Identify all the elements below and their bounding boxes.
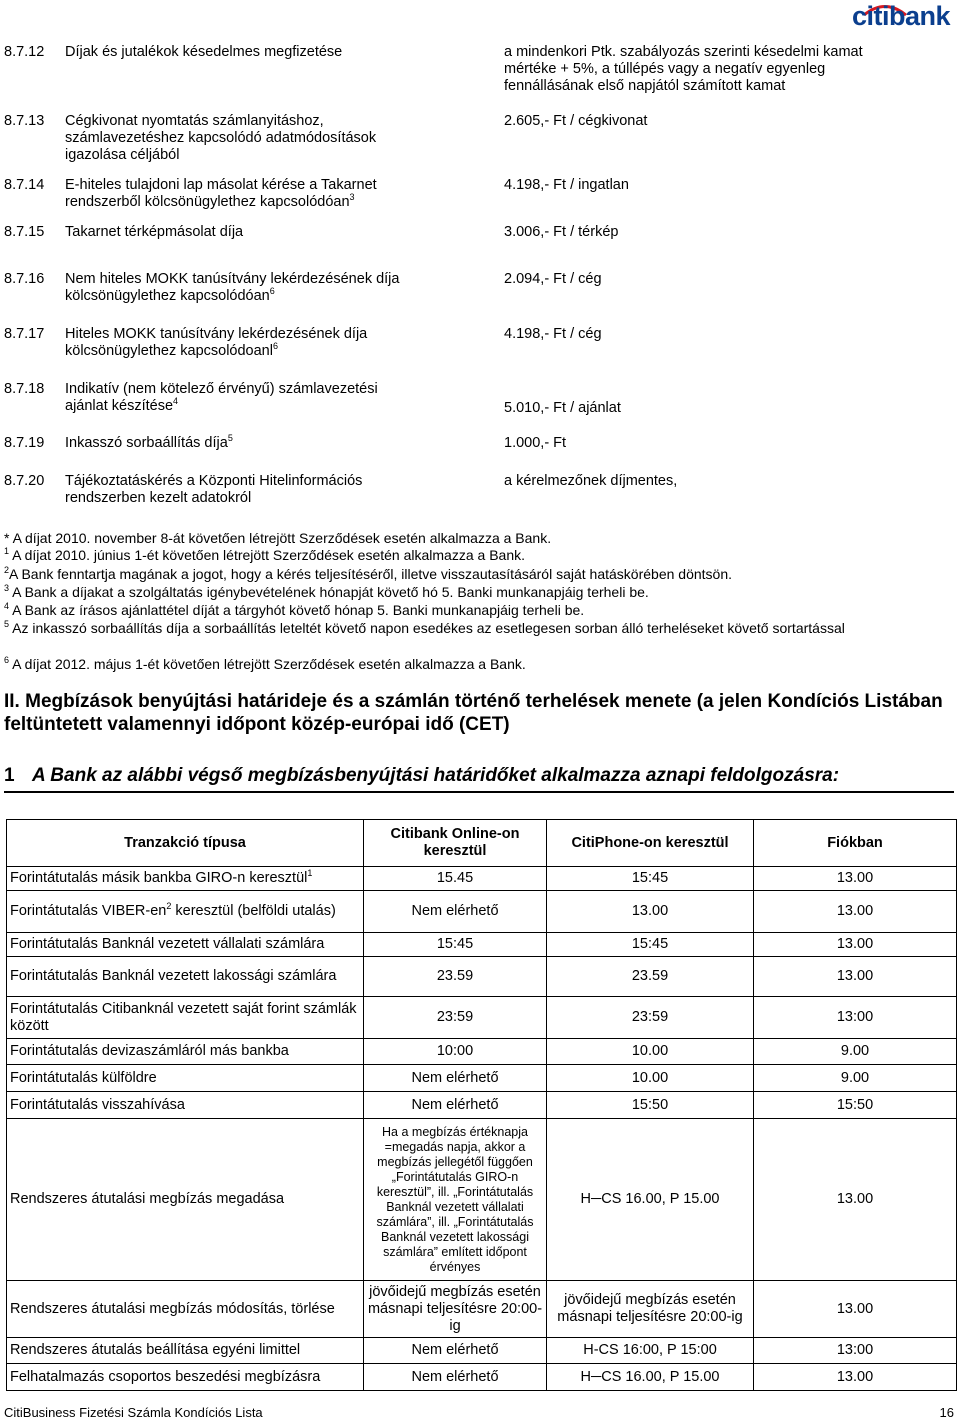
fee-description: Takarnet térképmásolat díja: [65, 224, 244, 240]
cell-phone: H─CS 16.00, P 15.00: [547, 1119, 754, 1281]
fee-value: 4.198,- Ft / ingatlan: [504, 177, 629, 193]
footnote-text: A Bank fenntartja magának a jogot, hogy a kérés teljesítéséről, illetve visszautasításáról saját hatáskörében döntsön.: [9, 566, 732, 582]
fee-number: 8.7.13: [4, 113, 45, 129]
table-row: [7, 1119, 957, 1281]
footnote-mark: 3: [4, 583, 10, 593]
table-row: [7, 867, 957, 891]
footnote-text: A Bank a díjakat a szolgáltatás igénybevételének hónapját követő hó 5. Banki munkanapjáig terheli be.: [9, 584, 649, 600]
table-row: [7, 1065, 957, 1092]
footnote-text: A díjat 2010. november 8-át követően létrejött Szerződések esetén alkalmazza a Bank.: [9, 530, 552, 546]
cell-type-text: Forintátutalás másik bankba GIRO-n keresztül: [10, 870, 308, 886]
cell-online: 15.45: [364, 867, 547, 891]
cell-branch: 13.00: [754, 1281, 957, 1338]
footnote-1: [4, 547, 956, 563]
cell-branch: 13.00: [754, 957, 957, 997]
cell-online: Nem elérhető: [364, 1092, 547, 1119]
cell-online: 23.59: [364, 957, 547, 997]
cell-type-text: Forintátutalás VIBER-en: [10, 903, 167, 919]
footnote-ref: 6: [269, 286, 275, 296]
fee-description-text: Indikatív (nem kötelező érvényű) számlavezetési ajánlat készítése: [65, 381, 378, 414]
footnote-6: [4, 656, 956, 672]
fee-description: Díjak és jutalékok késedelmes megfizetése: [65, 44, 343, 60]
footnote-mark: 1: [4, 546, 10, 556]
subheading: [4, 764, 839, 787]
cell-online: Nem elérhető: [364, 1065, 547, 1092]
cell-phone: 10.00: [547, 1039, 754, 1065]
table-row: [7, 1281, 957, 1338]
fee-number: 8.7.16: [4, 271, 45, 287]
cell-phone: H-CS 16:00, P 15:00: [547, 1338, 754, 1364]
cell-branch: 13.00: [754, 1364, 957, 1391]
cell-online: Nem elérhető: [364, 891, 547, 933]
cell-branch: 13.00: [754, 891, 957, 933]
logo-text: citibank: [852, 1, 951, 31]
fee-description-text: Hiteles MOKK tanúsítvány lekérdezésének díja kölcsönügylethez kapcsolódoanl: [65, 326, 368, 359]
citibank-logo: [850, 2, 954, 38]
cell-type: Rendszeres átutalás beállítása egyéni limittel: [7, 1338, 364, 1364]
cell-online: Ha a megbízás értéknapja =megadás napja, akkor a megbízás jellegétől függően „Forintátutalás GIRO-n keresztül”, ill. „Forintátutalás Banknál vezetett vállalati számlára”, ill. „Forintátutalás Banknál vezetett lakossági számlára” említett időpont érvényes: [364, 1119, 547, 1281]
deadline-table: [6, 819, 957, 1391]
fee-value: 3.006,- Ft / térkép: [504, 224, 619, 240]
cell-phone: 23:59: [547, 997, 754, 1039]
cell-phone: jövőidejű megbízás esetén másnapi teljesítésre 20:00-ig: [547, 1281, 754, 1338]
cell-online: Nem elérhető: [364, 1364, 547, 1391]
footnote-text: A díjat 2010. június 1-ét követően létrejött Szerződések esetén alkalmazza a Bank.: [9, 547, 525, 563]
footnote-mark: *: [4, 530, 10, 546]
fee-value: 4.198,- Ft / cég: [504, 326, 602, 342]
fee-description: [65, 271, 415, 305]
footnote-text: A Bank az írásos ajánlattétel díját a tárgyhót követő hónap 5. Banki munkanapjáig terheli be.: [9, 602, 585, 618]
cell-online: 15:45: [364, 933, 547, 957]
footnote-mark: 6: [4, 655, 10, 665]
table-row: [7, 1092, 957, 1119]
footnote-ref: 5: [227, 433, 233, 443]
cell-branch: 13:00: [754, 997, 957, 1039]
cell-phone: 13.00: [547, 891, 754, 933]
subheading-text: A Bank az alábbi végső megbízásbenyújtási határidőket alkalmazza aznapi feldolgozásra:: [32, 765, 840, 786]
footnote-2: [4, 566, 956, 582]
cell-branch: 9.00: [754, 1065, 957, 1092]
page-number: 16: [939, 1405, 954, 1420]
cell-phone: 23.59: [547, 957, 754, 997]
fee-description-text: E-hiteles tulajdoni lap másolat kérése a Takarnet rendszerből kölcsönügylethez kapcsolódóan: [65, 177, 377, 210]
fee-number: 8.7.12: [4, 44, 45, 60]
cell-type: Rendszeres átutalási megbízás módosítás, törlése: [7, 1281, 364, 1338]
cell-online: Nem elérhető: [364, 1338, 547, 1364]
cell-type: [7, 891, 364, 933]
fee-number: 8.7.14: [4, 177, 45, 193]
subheading-number: 1: [4, 765, 15, 786]
footnote-text: Az inkasszó sorbaállítás díja a sorbaállítás leteltét követő napon esedékes az esetlegesen sorban álló terheléseket követő sortartással: [9, 620, 845, 636]
cell-type: Rendszeres átutalási megbízás megadása: [7, 1119, 364, 1281]
cell-phone: 10.00: [547, 1065, 754, 1092]
footnote-mark: 4: [4, 601, 10, 611]
table-row: [7, 933, 957, 957]
footnote-ref: 1: [307, 868, 313, 878]
fee-description-text: Inkasszó sorbaállítás díja: [65, 435, 228, 451]
cell-branch: 13.00: [754, 1119, 957, 1281]
cell-type: Felhatalmazás csoportos beszedési megbízásra: [7, 1364, 364, 1391]
cell-branch: 15:50: [754, 1092, 957, 1119]
cell-type: Forintátutalás Citibanknál vezetett saját forint számlák között: [7, 997, 364, 1039]
table-row: [7, 997, 957, 1039]
footnote-4: [4, 602, 956, 618]
fee-number: 8.7.19: [4, 435, 45, 451]
footnote-ref: 3: [349, 192, 355, 202]
header-online: Citibank Online-on keresztül: [364, 820, 547, 867]
footnote-5: [4, 620, 956, 636]
table-row: [7, 1039, 957, 1065]
header-phone: CitiPhone-on keresztül: [547, 820, 754, 867]
cell-online: 23:59: [364, 997, 547, 1039]
fee-description: [65, 326, 415, 360]
fee-number: 8.7.17: [4, 326, 45, 342]
section-heading: II. Megbízások benyújtási határideje és a számlán történő terhelések menete (a jelen Kondíciós Listában feltüntetett valamennyi időpont közép-európai idő (CET): [4, 691, 943, 735]
footnote-text: A díjat 2012. május 1-ét követően létrejött Szerződések esetén alkalmazza a Bank.: [9, 656, 526, 672]
fee-value: a kérelmezőnek díjmentes,: [504, 473, 678, 489]
fee-number: 8.7.20: [4, 473, 45, 489]
cell-type: Forintátutalás Banknál vezetett lakossági számlára: [7, 957, 364, 997]
footnote-star: [4, 530, 956, 546]
page-footer: CitiBusiness Fizetési Számla Kondíciós Lista: [4, 1405, 263, 1420]
cell-type: Forintátutalás Banknál vezetett vállalati számlára: [7, 933, 364, 957]
table-row: [7, 891, 957, 933]
fee-description: [65, 435, 495, 452]
table-row: [7, 1338, 957, 1364]
cell-phone: 15:50: [547, 1092, 754, 1119]
cell-branch: 9.00: [754, 1039, 957, 1065]
subheading-underline: [4, 791, 954, 793]
table-row: [7, 957, 957, 997]
header-type: Tranzakció típusa: [7, 820, 364, 867]
header-branch: Fiókban: [754, 820, 957, 867]
cell-phone: H─CS 16.00, P 15.00: [547, 1364, 754, 1391]
fee-number: 8.7.18: [4, 381, 45, 397]
cell-branch: 13.00: [754, 867, 957, 891]
table-row: [7, 1364, 957, 1391]
cell-type-text-rest: keresztül (belföldi utalás): [171, 903, 336, 919]
cell-phone: 15:45: [547, 867, 754, 891]
footnote-ref: 4: [173, 396, 179, 406]
cell-branch: 13.00: [754, 933, 957, 957]
fee-number: 8.7.15: [4, 224, 45, 240]
footnote-mark: 2: [4, 565, 10, 575]
fee-value: 2.605,- Ft / cégkivonat: [504, 113, 648, 129]
footnote-3: [4, 584, 956, 600]
cell-type: Forintátutalás devizaszámláról más bankba: [7, 1039, 364, 1065]
footnote-ref: 6: [272, 341, 278, 351]
fee-description: Cégkivonat nyomtatás számlanyitáshoz, számlavezetéshez kapcsolódó adatmódosítások igazolása céljából: [65, 113, 377, 163]
cell-online: jövőidejű megbízás esetén másnapi teljesítésre 20:00-ig: [364, 1281, 547, 1338]
fee-description: Tájékoztatáskérés a Központi Hitelinformációs rendszerben kezelt adatokról: [65, 473, 363, 506]
cell-online: 10:00: [364, 1039, 547, 1065]
fee-value: 5.010,- Ft / ajánlat: [504, 400, 621, 416]
footnote-ref: 2: [166, 901, 172, 911]
fee-value: 2.094,- Ft / cég: [504, 271, 602, 287]
fee-description: [65, 177, 415, 211]
cell-type: [7, 867, 364, 891]
footnote-mark: 5: [4, 619, 10, 629]
cell-phone: 15:45: [547, 933, 754, 957]
fee-value: a mindenkori Ptk. szabályozás szerinti késedelmi kamat mértéke + 5%, a túllépés vagy a negatív egyenleg fennállásának első napjától számított kamat: [504, 44, 863, 94]
cell-branch: 13:00: [754, 1338, 957, 1364]
fee-description: [65, 381, 415, 415]
fee-description-text: Nem hiteles MOKK tanúsítvány lekérdezésének díja kölcsönügylethez kapcsolódóan: [65, 271, 400, 304]
cell-type: Forintátutalás visszahívása: [7, 1092, 364, 1119]
table-header-row: [7, 820, 957, 867]
cell-type: Forintátutalás külföldre: [7, 1065, 364, 1092]
fee-value: 1.000,- Ft: [504, 435, 567, 451]
